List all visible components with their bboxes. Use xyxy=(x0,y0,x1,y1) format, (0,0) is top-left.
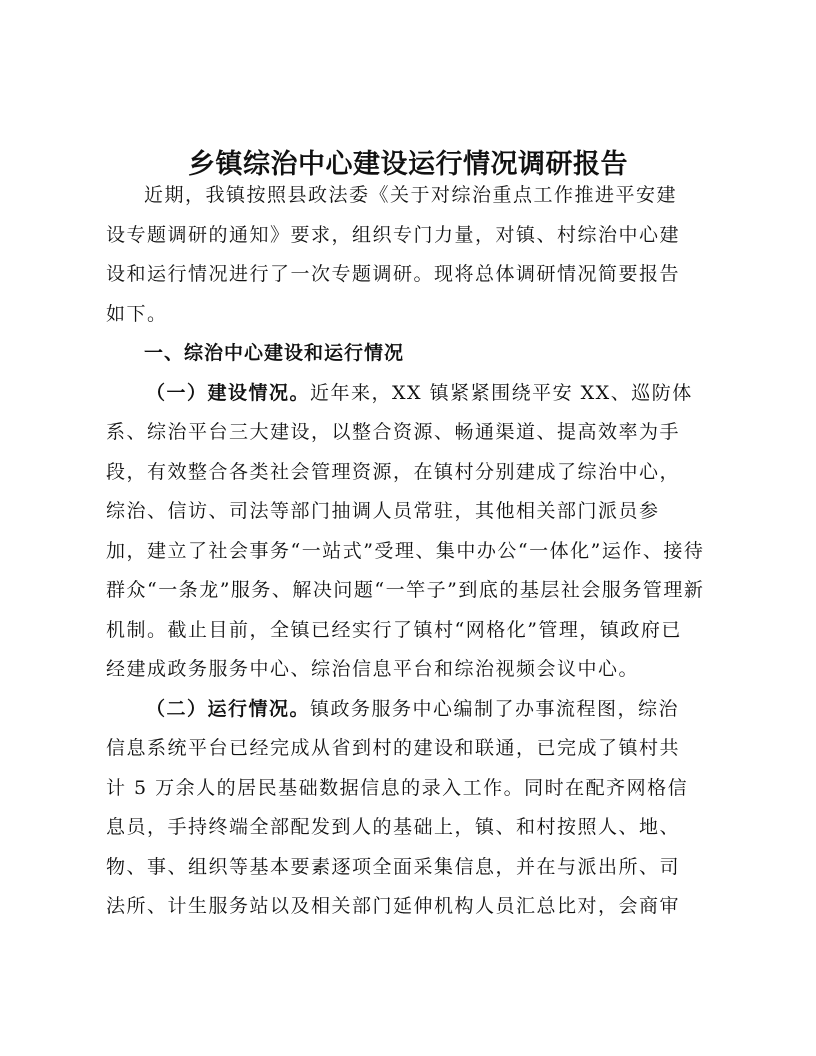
paragraph-text: 近年来，XX 镇紧紧围绕平安 XX、巡防体 xyxy=(310,381,693,404)
paragraph-line: 息员，手持终端全部配发到人的基础上，镇、和村按照人、地、 xyxy=(106,816,681,838)
document-body xyxy=(106,176,718,927)
paragraph-line: 机制。截止目前，全镇已经实行了镇村“网格化”管理，镇政府已 xyxy=(106,618,682,641)
paragraph-line: 如下。 xyxy=(106,302,168,325)
paragraph-line: 段，有效整合各类社会管理资源，在镇村分别建成了综治中心， xyxy=(106,460,681,483)
paragraph-line: 信息系统平台已经完成从省到村的建设和联通，已完成了镇村共 xyxy=(106,737,681,759)
paragraph-line: 设和运行情况进行了一次专题调研。现将总体调研情况简要报告 xyxy=(106,263,681,285)
paragraph-line: 系、综治平台三大建设，以整合资源、畅通渠道、提高效率为手 xyxy=(106,421,681,443)
paragraph-text: 镇政务服务中心编制了办事流程图，综治 xyxy=(310,697,680,720)
paragraph-line: 近期，我镇按照县政法委《关于对综治重点工作推进平安建 xyxy=(144,184,678,206)
paragraph-line: 综治、信访、司法等部门抽调人员常驻，其他相关部门派员参 xyxy=(106,500,660,522)
subsection-heading: （二）运行情况。 xyxy=(146,697,311,720)
paragraph-line: 计 5 万余人的居民基础数据信息的录入工作。同时在配齐网格信 xyxy=(106,776,689,799)
paragraph-line: 经建成政务服务中心、综治信息平台和综治视频会议中心。 xyxy=(106,658,640,680)
section-heading: 一、综治中心建设和运行情况 xyxy=(144,342,405,364)
subsection-heading: （一）建设情况。 xyxy=(146,381,311,404)
paragraph-line: 群众“一条龙”服务、解决问题“一竿子”到底的基层社会服务管理新 xyxy=(106,579,705,601)
paragraph-line: 法所、计生服务站以及相关部门延伸机构人员汇总比对，会商审 xyxy=(106,895,681,917)
paragraph-line: 物、事、组织等基本要素逐项全面采集信息，并在与派出所、司 xyxy=(106,855,681,878)
paragraph-line xyxy=(106,374,718,414)
paragraph-line xyxy=(106,690,718,730)
document-title: 乡镇综治中心建设运行情况调研报告 xyxy=(188,149,628,180)
paragraph-line: 设专题调研的通知》要求，组织专门力量，对镇、村综治中心建 xyxy=(106,223,681,246)
paragraph-line: 加，建立了社会事务“一站式”受理、集中办公“一体化”运作、接待 xyxy=(106,539,705,562)
